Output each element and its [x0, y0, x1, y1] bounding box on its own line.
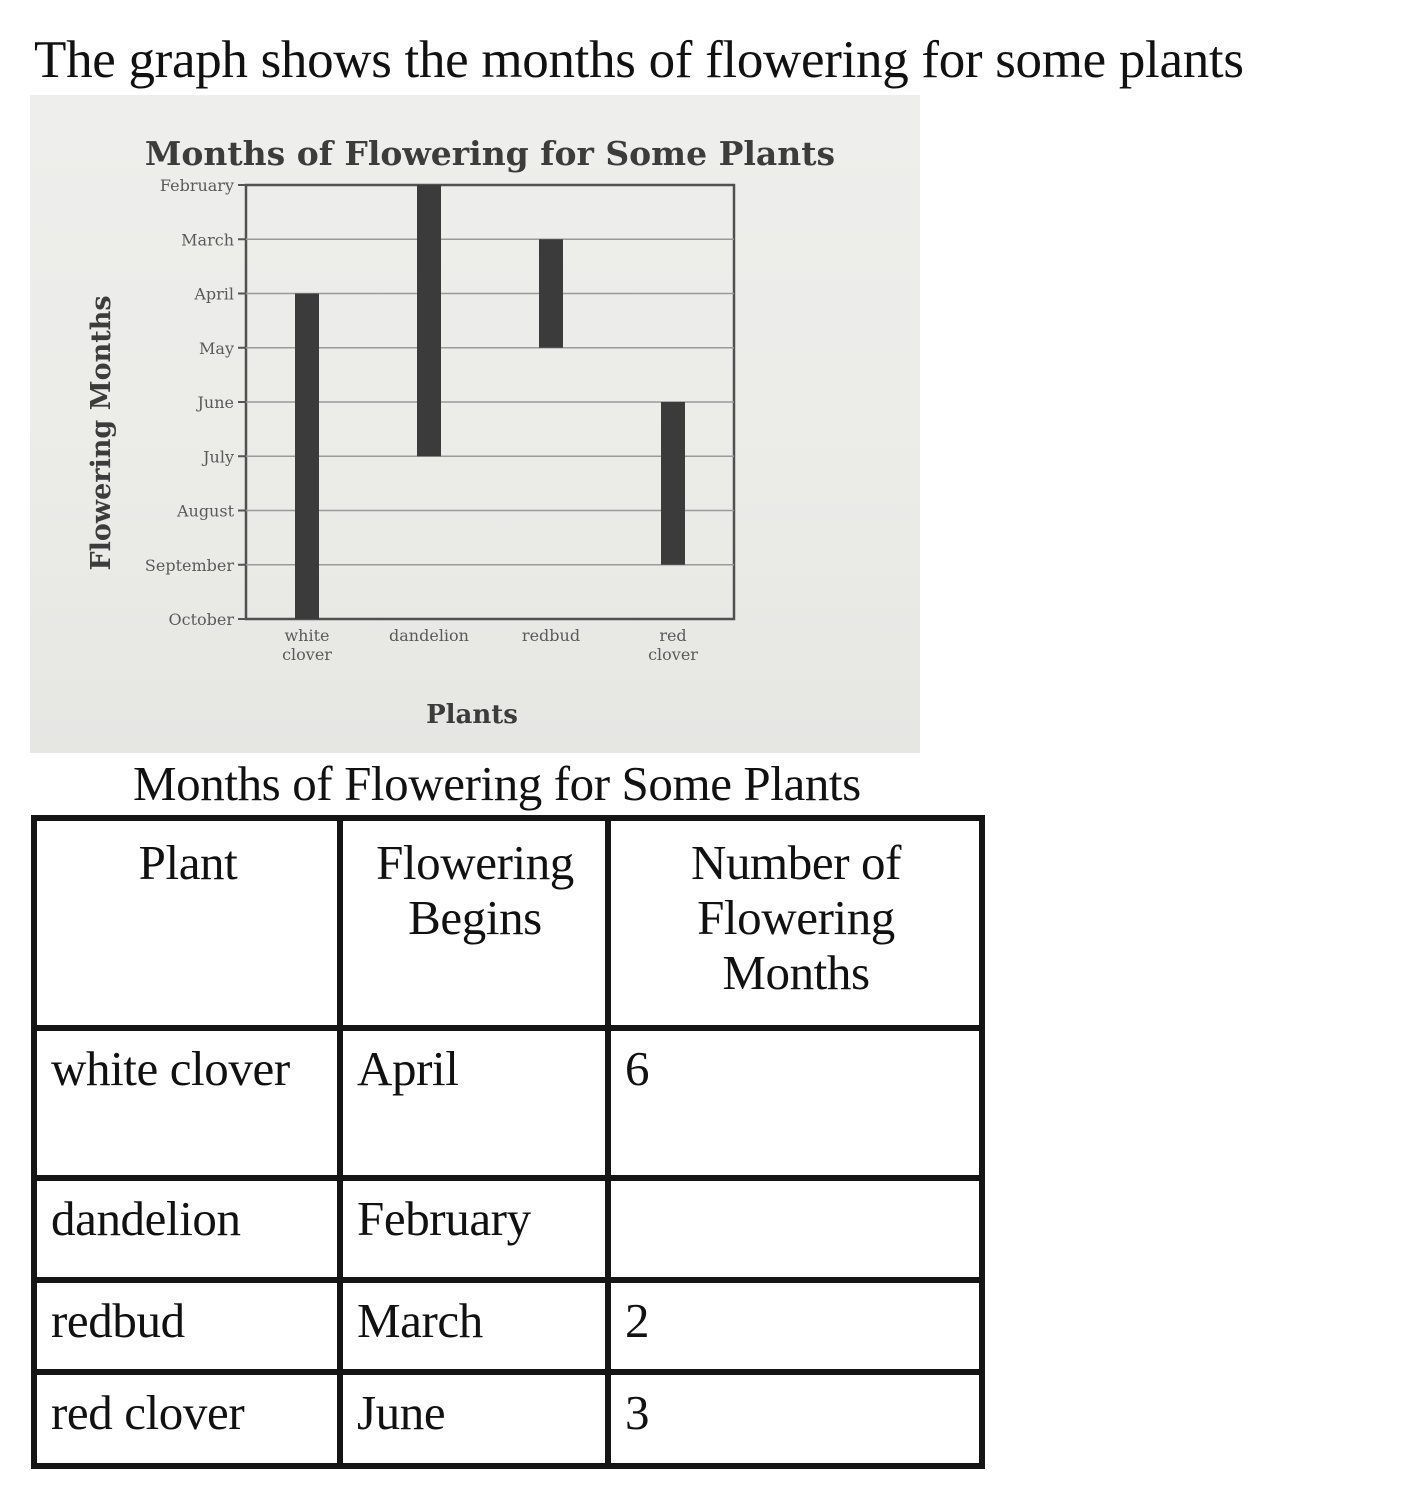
- y-tick-label: August: [176, 501, 234, 521]
- y-axis-label: Flowering Months: [86, 295, 117, 571]
- table-header-row: [34, 818, 982, 1028]
- y-tick-label: April: [194, 284, 234, 304]
- cell-plant: white clover: [34, 1028, 340, 1178]
- cell-months[interactable]: [608, 1178, 982, 1280]
- gridlines: [246, 239, 734, 565]
- table-row: [34, 1280, 982, 1372]
- cell-months: 2: [608, 1280, 982, 1372]
- header-plant: Plant: [34, 818, 340, 1028]
- bar-white-clover: [295, 294, 319, 620]
- x-axis-tick-labels: [282, 626, 698, 664]
- flowering-table: [31, 815, 985, 1469]
- page-heading: The graph shows the months of flowering for some plants: [34, 31, 1244, 89]
- bar-red-clover: [661, 402, 685, 565]
- cell-months: 6: [608, 1028, 982, 1178]
- table-row: [34, 1372, 982, 1466]
- table-row: [34, 1178, 982, 1280]
- x-tick-label: dandelion: [389, 626, 469, 645]
- header-flowering-begins: Flowering Begins: [340, 818, 608, 1028]
- cell-months: 3: [608, 1372, 982, 1466]
- x-tick-label: redbud: [521, 626, 581, 645]
- y-tick-label: July: [203, 447, 234, 467]
- y-tick-label: March: [181, 230, 234, 250]
- cell-plant: dandelion: [34, 1178, 340, 1280]
- y-axis-ticks: [145, 176, 246, 629]
- bar-dandelion: [417, 185, 441, 456]
- x-tick-label: white clover: [282, 626, 332, 664]
- cell-begins: June: [340, 1372, 608, 1466]
- chart-image: [30, 95, 920, 753]
- cell-begins: April: [340, 1028, 608, 1178]
- chart-title: Months of Flowering for Some Plants: [144, 134, 836, 173]
- cell-plant: redbud: [34, 1280, 340, 1372]
- y-tick-label: September: [144, 555, 234, 575]
- y-tick-label: June: [197, 393, 234, 412]
- flowering-chart: [30, 95, 920, 753]
- cell-plant: red clover: [34, 1372, 340, 1466]
- header-number-of-months: Number of Flowering Months: [608, 818, 982, 1028]
- cell-begins: March: [340, 1280, 608, 1372]
- y-tick-label: February: [159, 176, 234, 195]
- table-caption: Months of Flowering for Some Plants: [133, 756, 861, 811]
- table-row: [34, 1028, 982, 1178]
- y-tick-label: October: [168, 610, 234, 629]
- y-tick-label: May: [199, 338, 234, 358]
- bar-redbud: [539, 239, 563, 348]
- x-axis-label: Plants: [426, 700, 518, 730]
- x-tick-label: red clover: [648, 626, 698, 664]
- cell-begins: February: [340, 1178, 608, 1280]
